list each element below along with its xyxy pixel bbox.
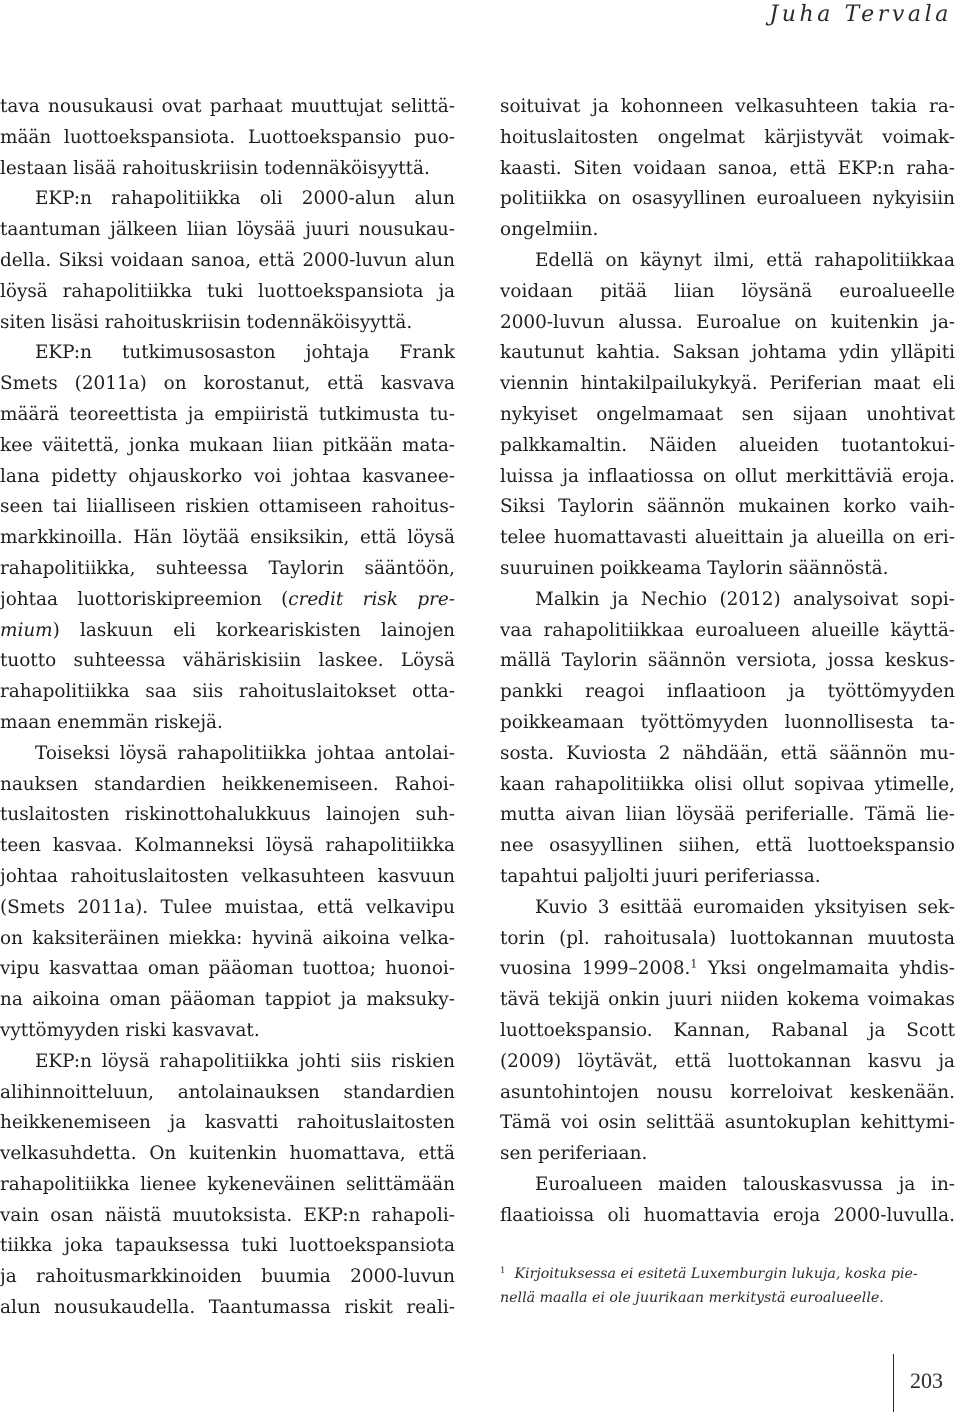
text-line: ja rahoitusmarkkinoiden buumia 2000-luvun	[0, 1266, 455, 1288]
text-line: maan enemmän riskejä.	[0, 711, 223, 733]
text-line: palkkamaltin. Näiden alueiden tuotantokui-	[500, 434, 955, 456]
text-run: ) laskuun eli korkeariskisten lainojen	[52, 619, 455, 641]
text-line: torin (pl. rahoitusala) luottokannan muutosta	[500, 927, 955, 949]
text-line-mixed	[0, 585, 455, 616]
text-line: nauksen standardien heikkenemiseen. Rahoi-	[0, 773, 455, 795]
text-line: lestaan lisää rahoituskriisin todennäköisyyttä.	[0, 157, 430, 179]
text-line: vain osan näistä muutoksista. EKP:n rahapoli-	[0, 1204, 455, 1226]
text-line: EKP:n tutkimusosaston johtaja Frank	[35, 342, 455, 364]
text-line: teen kasvaa. Kolmanneksi löysä rahapolitiikka	[0, 835, 455, 857]
text-line: ongelmiin.	[500, 219, 599, 241]
page-number-rule	[893, 1354, 894, 1412]
text-line: Euroalueen maiden talouskasvussa ja in-	[535, 1173, 955, 1195]
text-line: rahapolitiikka saa siis rahoituslaitokset otta-	[0, 681, 455, 703]
text-line: suuruinen poikkeama Taylorin säännöstä.	[500, 557, 889, 579]
text-line: soituivat ja kohonneen velkasuhteen takia ra-	[500, 96, 955, 117]
header-author: Juha Tervala	[769, 2, 952, 27]
text-line: lana pidetty ohjauskorko voi johtaa kasvanee-	[0, 465, 455, 487]
text-line: rahapolitiikka lienee kykeneväinen selittämään	[0, 1173, 455, 1195]
text-line: vyttömyyden riski kasvavat.	[0, 1019, 260, 1041]
text-line: luottoekspansio. Kannan, Rabanal ja Scott	[500, 1019, 955, 1041]
text-line: löysä rahapolitiikka tuki luottoekspansiota ja	[0, 280, 455, 302]
running-header	[0, 0, 960, 36]
text-run-italic: credit risk pre-	[288, 588, 455, 610]
text-line: pankki reagoi inflaatioon ja työttömyyden	[500, 681, 955, 703]
footnote-text: Kirjoituksessa ei esitetä Luxemburgin lukuja, koska pie-	[514, 1266, 918, 1282]
text-line: asuntohintojen nousu korreloivat keskenään.	[500, 1081, 955, 1103]
text-line: mään luottoekspansiota. Luottoekspansio puo-	[0, 126, 455, 148]
text-line: viennin hintakilpailukykyä. Periferian maat eli	[500, 373, 955, 395]
left-column	[0, 92, 455, 1324]
footnote-line: nellä maalla ei ole juurikaan merkitystä euroalueelle.	[500, 1290, 884, 1306]
footnote-reference: 1	[690, 957, 698, 971]
text-line: mutta aivan liian löysää periferialle. Tämä lie-	[500, 804, 955, 826]
text-line: flaatioissa oli huomattavia eroja 2000-luvulla.	[500, 1204, 955, 1226]
text-line: markkinoilla. Hän löytää ensiksikin, että löysä	[0, 527, 455, 549]
text-line: nee osasyyllinen siihen, että luottoekspansio	[500, 835, 955, 857]
text-line: Edellä on käynyt ilmi, että rahapolitiikkaa	[535, 249, 955, 271]
text-line: tuslaitosten riskinottohalukkuus lainojen suh-	[0, 804, 455, 826]
text-line: (2009) löytävät, että luottokannan kasvu ja	[500, 1050, 955, 1072]
text-line: seen tai liialliseen riskien ottamiseen rahoitus-	[0, 496, 455, 518]
text-line: na aikoina oman pääoman tappiot ja maksuky-	[0, 989, 455, 1011]
text-line: Smets (2011a) on korostanut, että kasvava	[0, 373, 455, 395]
text-line: on kaksiteräinen miekka: hyvinä aikoina velka-	[0, 927, 455, 949]
text-line: vaa rahapolitiikkaa euroalueen alueille käyttä-	[500, 619, 955, 641]
footnote-line	[500, 1262, 960, 1286]
text-line: kaasti. Siten voidaan sanoa, että EKP:n raha-	[500, 157, 955, 179]
text-line-mixed	[0, 616, 455, 647]
text-line: kaan rahapolitiikka olisi ollut sopivaa ytimelle,	[500, 773, 955, 795]
text-run: vuosina 1999–2008.	[500, 958, 691, 980]
text-line: sosta. Kuviosta 2 nähdään, että säännön mu-	[500, 742, 955, 764]
text-line: siten lisäsi rahoituskriisin todennäköisyyttä.	[0, 311, 413, 333]
text-line: alun nousukaudella. Taantumassa riskit reali-	[0, 1297, 455, 1319]
text-line: Kuvio 3 esittää euromaiden yksityisen sek-	[535, 896, 955, 918]
text-line: kautunut kahtia. Saksan johtama ydin ylläpiti	[500, 342, 955, 364]
text-line: voidaan pitää liian löysänä euroalueelle	[500, 280, 955, 302]
text-run: johtaa luottoriskipreemion (	[0, 588, 289, 610]
text-line: määrä teoreettista ja empiiristä tutkimusta tu-	[0, 403, 455, 425]
text-line: vipu kasvattaa oman pääoman tuottoa; huonoi-	[0, 958, 455, 980]
text-line: hoituslaitosten ongelmat kärjistyvät voimak-	[500, 126, 955, 148]
text-line: tapahtui paljolti juuri periferiassa.	[500, 865, 821, 887]
text-line: Toiseksi löysä rahapolitiikka johtaa antolai-	[35, 742, 455, 764]
text-line: EKP:n rahapolitiikka oli 2000-alun alun	[35, 188, 455, 210]
text-line: kee väitettä, jonka mukaan liian pitkään mata-	[0, 434, 455, 456]
text-line: heikkenemiseen ja kasvatti rahoituslaitosten	[0, 1112, 455, 1134]
text-line: johtaa rahoituslaitosten velkasuhteen kasvuun	[0, 865, 455, 887]
text-line: tuotto suhteessa vähäriskisiin laskee. Löysä	[0, 650, 455, 672]
text-line: della. Siksi voidaan sanoa, että 2000-luvun alun	[0, 249, 455, 271]
footnote	[500, 1262, 960, 1310]
text-line: luissa ja inflaatiossa on ollut merkittäviä eroja.	[500, 465, 955, 487]
footnote-marker: 1	[500, 1265, 506, 1276]
text-line: Siksi Taylorin säännön mukainen korko vaih-	[500, 496, 955, 518]
right-column	[500, 92, 955, 1231]
text-line: alihinnoitteluun, antolainauksen standardien	[0, 1081, 455, 1103]
text-line: sen periferiaan.	[500, 1143, 648, 1165]
text-line: taantuman jälkeen liian löysää juuri nousukau-	[0, 219, 455, 241]
text-line: Tämä voi osin selittää asuntokuplan kehittymi-	[500, 1112, 955, 1134]
text-line: tava nousukausi ovat parhaat muuttujat selittä-	[0, 96, 455, 117]
text-line: tävä tekijä onkin juuri niiden kokema voimakas	[500, 989, 955, 1011]
text-line: politiikka on osasyyllinen euroalueen nykyisiin	[500, 188, 955, 210]
text-line: velkasuhdetta. On kuitenkin huomattava, että	[0, 1143, 455, 1165]
text-line: (Smets 2011a). Tulee muistaa, että velkavipu	[0, 896, 455, 918]
text-run-italic: mium	[0, 619, 53, 641]
text-line-mixed	[500, 954, 955, 985]
page-number: 203	[910, 1368, 943, 1393]
text-line: telee huomattavasti alueittain ja alueilla on eri-	[500, 527, 955, 549]
text-line: 2000-luvun alussa. Euroalue on kuitenkin ja-	[500, 311, 955, 333]
text-run: Yksi ongelmamaita yhdis-	[697, 958, 955, 980]
text-line: tiikka joka tapauksessa tuki luottoekspansiota	[0, 1235, 455, 1257]
text-line: Malkin ja Nechio (2012) analysoivat sopi-	[535, 588, 955, 610]
text-line: mällä Taylorin säännön versiota, jossa keskus-	[500, 650, 955, 672]
text-line: poikkeamaan työttömyyden luonnollisesta ta-	[500, 711, 955, 733]
text-line: EKP:n löysä rahapolitiikka johti siis riskien	[35, 1050, 455, 1072]
text-line: rahapolitiikka, suhteessa Taylorin sääntöön,	[0, 557, 455, 579]
text-line: nykyiset ongelmamaat sen sijaan unohtivat	[500, 403, 955, 425]
